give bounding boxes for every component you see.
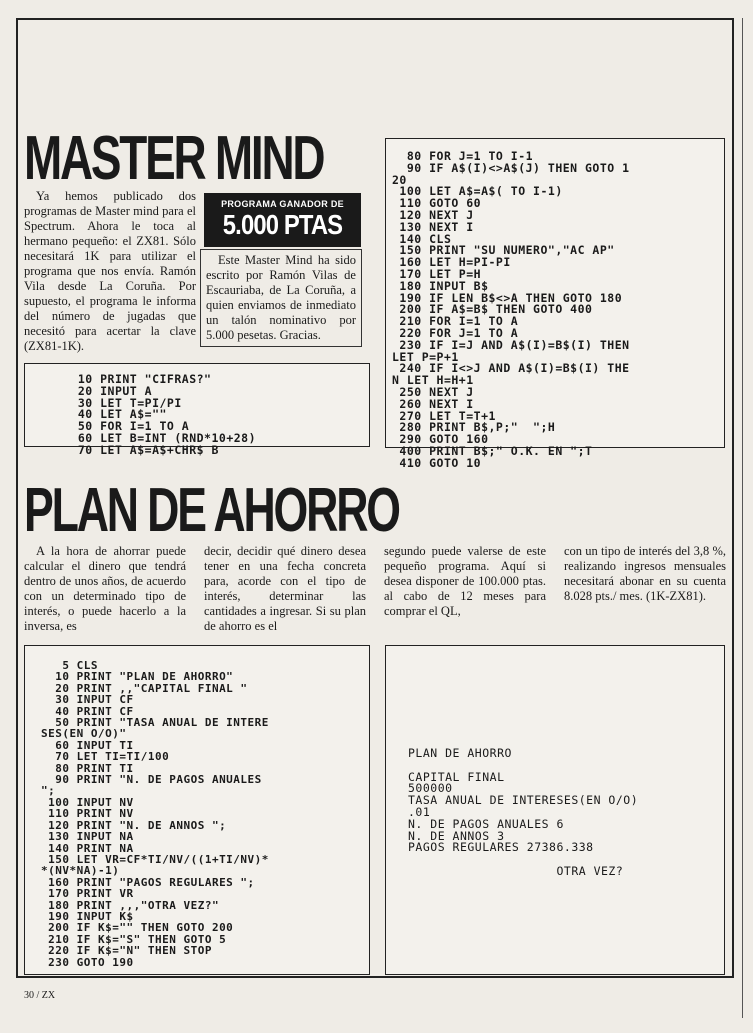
master-mind-listing-part1: 10 PRINT "CIFRAS?" 20 INPUT A 30 LET T=PI/PI 40 LET A$="" 50 FOR I=1 TO A 60 LET B=INT (RND*10+28) 70 LET A$=A$+CHR$ B (77, 372, 257, 457)
plan-ahorro-column-1 (24, 544, 186, 634)
plan-ahorro-column-1-text: A la hora de ahorrar puede calcular el dinero que tendrá dentro de unos años, de acuerdo con un determinado tipo de interés, o puede hacerlo a la inversa, es (24, 544, 186, 633)
master-mind-listing-part2: 80 FOR J=1 TO I-1 90 IF A$(I)<>A$(J) THEN GOTO 1 20 100 LET A$=A$( TO I-1) 110 GOTO 60 120 NEXT J 130 NEXT I 140 CLS 150 PRINT "SU NUMERO","AC AP" 160 LET H=PI-PI 170 LET P=H 180 INPUT B$ 190 IF LEN B$<>A THEN GOTO 180 200 IF A$=B$ THEN GOTO 400 210 FOR I=1 TO A 220 FOR J=1 TO A 230 IF I=J AND A$(I)=B$(I) THEN LET P=P+1 240 IF I<>J AND A$(I)=B$(I) THE N LET H=H+1 250 NEXT J 260 NEXT I 270 LET T=T+1 280 PRINT B$,P;" ";H 290 GOTO 160 400 PRINT B$;" O.K. EN ";T 410 GOTO 10 (392, 149, 630, 470)
right-margin-rule (742, 18, 743, 1018)
prize-line-2: 5.000 PTAS (222, 209, 343, 240)
plan-ahorro-listing-box (24, 645, 370, 975)
master-mind-intro-text: Ya hemos publicado dos programas de Master mind para el Spectrum. Ahora le toca al hermano pequeño: el ZX81. Sólo necesitará 1K para utilizar el programa que nos envía. Ramón Vila desde La Coruña. Por supuesto, el programa le informa del número de jugadas que necesitó para acertar la clave (ZX81-1K). (24, 189, 196, 353)
prize-line-1: PROGRAMA GANADOR DE (221, 199, 344, 209)
plan-ahorro-column-3-text: segundo puede valerse de este pequeño programa. Aquí si desea disponer de 100.000 ptas. al cabo de 12 meses para comprar el QL, (384, 544, 546, 618)
author-thanks-text: Este Master Mind ha sido escrito por Ramón Vilas de Escauriaba, de La Coruña, a quien enviamos de inmediato un talón nominativo por 5.000 pesetas. Gracias. (206, 253, 356, 342)
plan-ahorro-title: PLAN DE AHORRO (24, 476, 399, 545)
master-mind-listing-part1-box (24, 363, 370, 457)
plan-ahorro-listing: 5 CLS 10 PRINT "PLAN DE AHORRO" 20 PRINT ,,"CAPITAL FINAL " 30 INPUT CF 40 PRINT CF 50 PRINT "TASA ANUAL DE INTERE SES(EN O/O)" 60 INPUT TI 70 LET TI=TI/100 80 PRINT TI 90 PRINT "N. DE PAGOS ANUALES "; 100 INPUT NV 110 PRINT NV 120 PRINT "N. DE ANNOS "; 130 INPUT NA 140 PRINT NA 150 LET VR=CF*TI/NV/((1+TI/NV)* *(NV*NA)-1) 160 PRINT "PAGOS REGULARES "; 170 PRINT VR 180 PRINT ,,,"OTRA VEZ?" 190 INPUT K$ 200 IF K$="" THEN GOTO 200 210 IF K$="S" THEN GOTO 5 220 IF K$="N" THEN STOP 230 GOTO 190 (41, 659, 269, 969)
prize-badge (204, 193, 361, 247)
plan-ahorro-column-2 (204, 544, 366, 634)
plan-ahorro-column-4-text: con un tipo de interés del 3,8 %, realizando ingresos mensuales necesitará abonar en su cuenta 8.028 pts./ mes. (1K-ZX81). (564, 544, 726, 603)
master-mind-intro (24, 189, 196, 354)
author-thanks-box (200, 249, 362, 347)
plan-ahorro-column-2-text: decir, decidir qué dinero desea tener en una fecha concreta para, acorde con el tipo de interés, determinar las cantidades a ingresar. Si su plan de ahorro es el (204, 544, 366, 633)
plan-ahorro-output-box (385, 645, 725, 975)
master-mind-listing-part2-box (385, 138, 725, 470)
page-footer: 30 / ZX (24, 990, 56, 1001)
plan-ahorro-column-3 (384, 544, 546, 619)
plan-ahorro-output: PLAN DE AHORRO CAPITAL FINAL 500000 TASA ANUAL DE INTERESES(EN O/O) .01 N. DE PAGOS ANUALES 6 N. DE ANNOS 3 PAGOS REGULARES 27386.338 OTRA VEZ? (408, 746, 639, 878)
master-mind-title: MASTER MIND (24, 124, 324, 193)
plan-ahorro-column-4 (564, 544, 726, 604)
